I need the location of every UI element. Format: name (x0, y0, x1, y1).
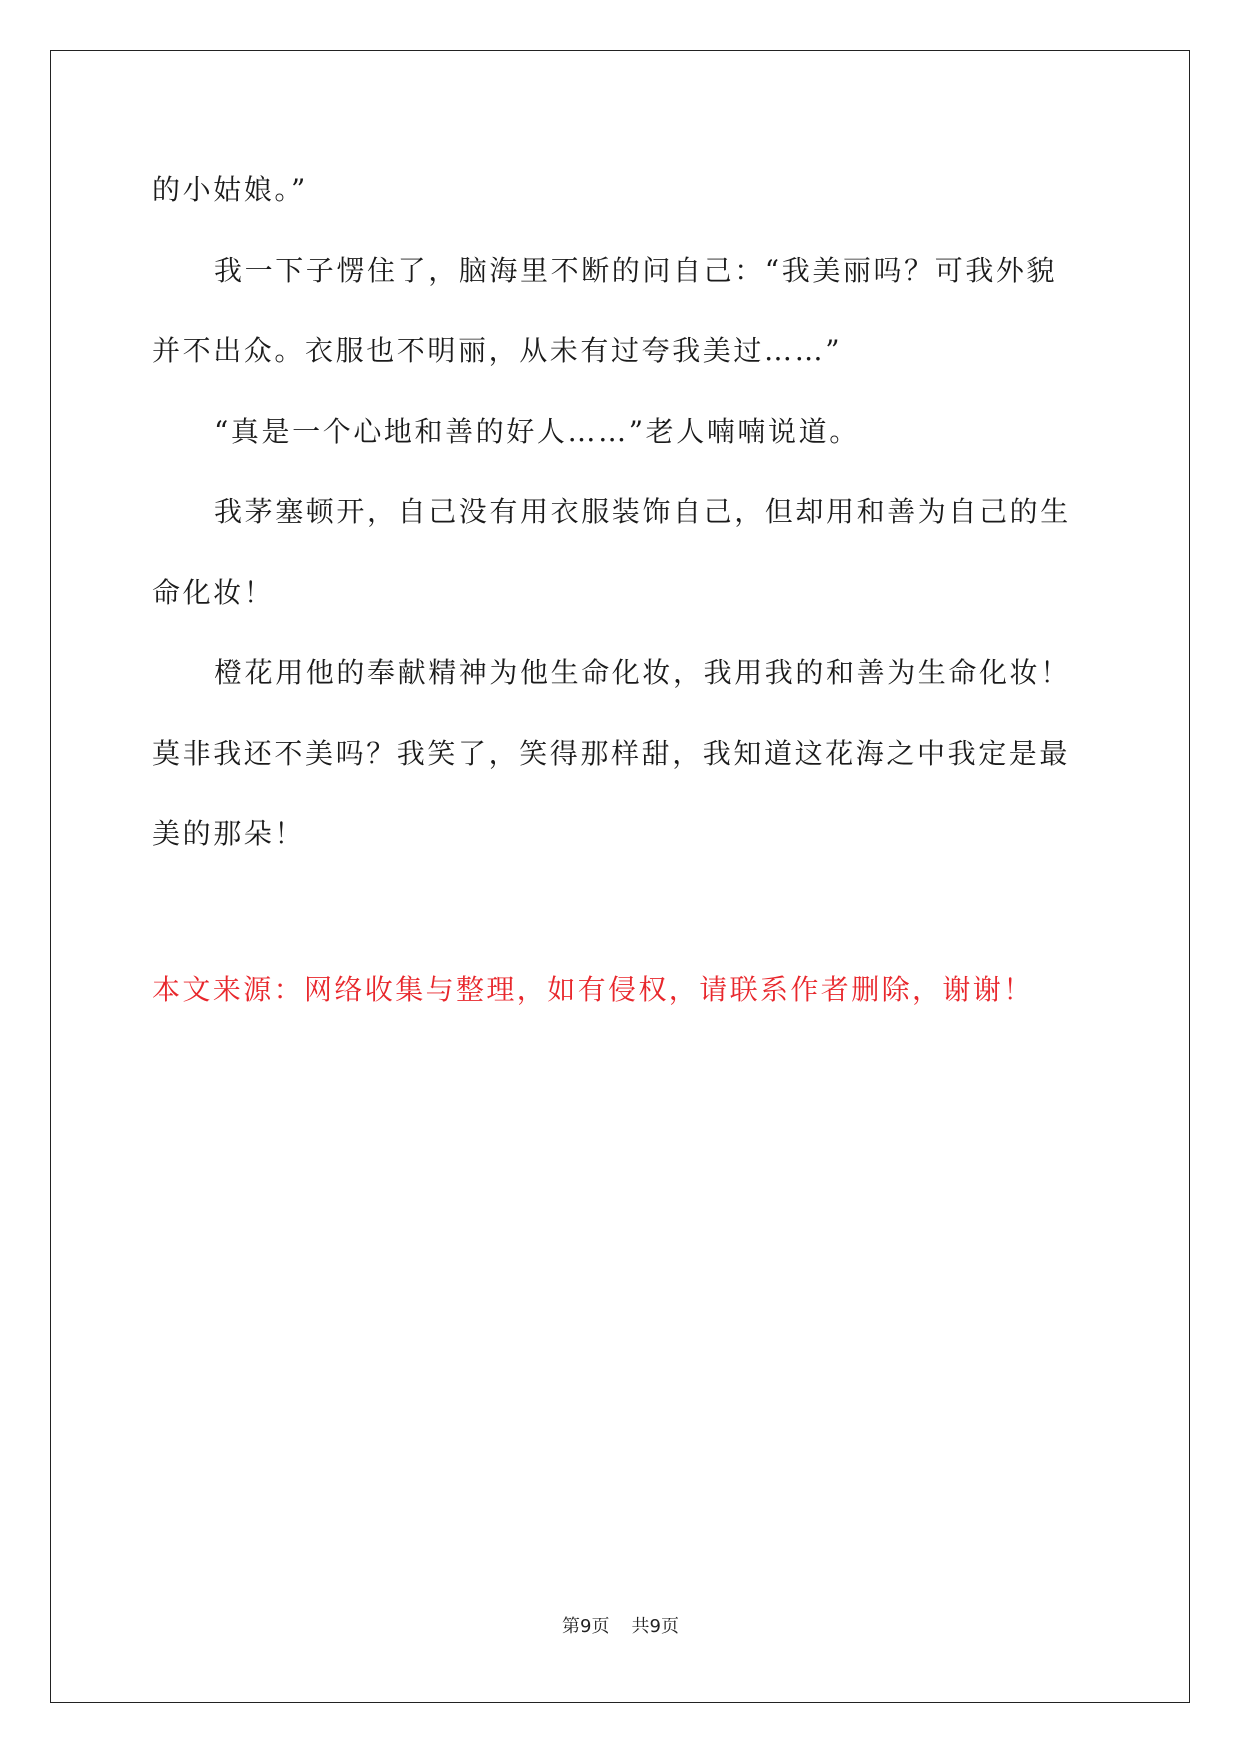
text-line: 莫非我还不美吗？我笑了，笑得那样甜，我知道这花海之中我定是最 (152, 736, 1071, 770)
text-line: “真是一个心地和善的好人……”老人喃喃说道。 (214, 414, 860, 448)
page-number: 第9页 (562, 1616, 610, 1637)
text-line: 橙花用他的奉献精神为他生命化妆，我用我的和善为生命化妆！ (214, 656, 1071, 689)
source-disclaimer: 本文来源：网络收集与整理，如有侵权，请联系作者删除，谢谢！ (152, 973, 1034, 1006)
page-footer (0, 1612, 1241, 1638)
text-line: 并不出众。衣服也不明丽，从未有过夸我美过……” (152, 334, 843, 367)
text-line: 命化妆！ (152, 575, 275, 609)
text-line: 的小姑娘。” (152, 173, 308, 206)
document-body (152, 157, 1092, 882)
page-count: 共9页 (631, 1616, 679, 1637)
text-line: 美的那朵！ (152, 817, 306, 850)
text-line: 我一下子愣住了，脑海里不断的问自己：“我美丽吗？可我外貌 (214, 253, 1058, 287)
text-line: 我茅塞顿开，自己没有用衣服装饰自己，但却用和善为自己的生 (214, 495, 1071, 528)
